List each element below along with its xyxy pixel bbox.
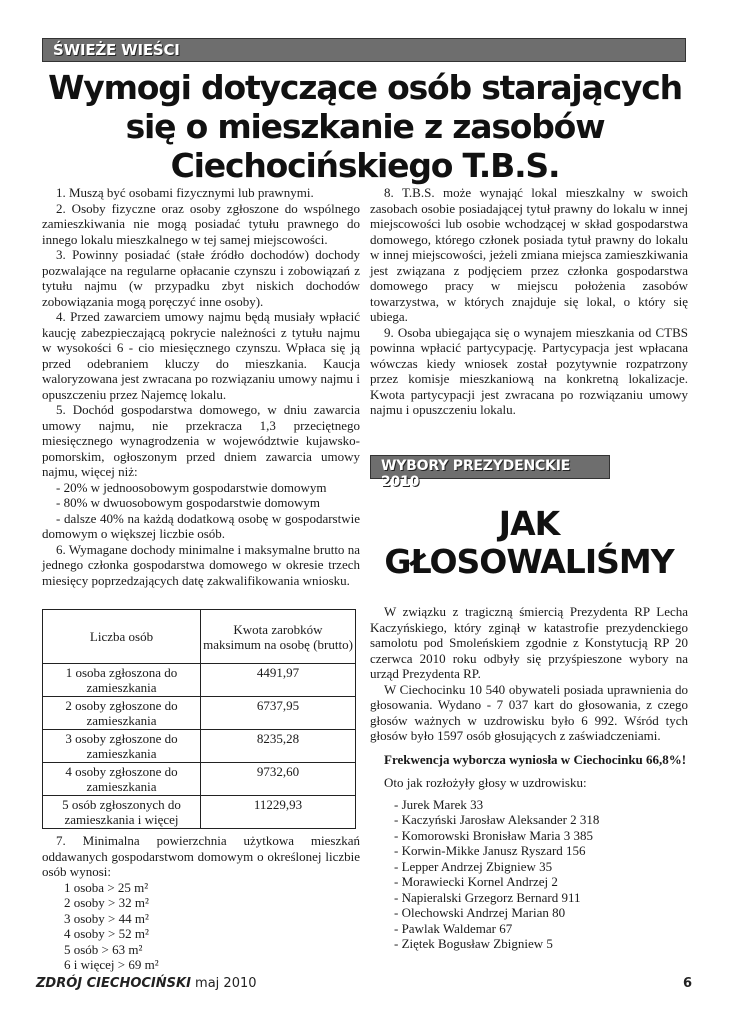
section-label: ŚWIEŻE WIEŚCI	[53, 41, 180, 59]
left-column-bottom	[42, 833, 360, 973]
table-row	[43, 664, 356, 697]
elections-section-header	[370, 455, 610, 490]
list-item: - Morawiecki Kornel Andrzej 2	[394, 874, 558, 889]
income-table	[42, 609, 356, 829]
right-column-top	[370, 185, 688, 418]
list-item: - Olechowski Andrzej Marian 80	[394, 905, 566, 920]
list-item: 5 osób > 63 m²	[64, 941, 143, 957]
list-item: - Komorowski Bronisław Maria 3 385	[394, 827, 593, 843]
page-number: 6	[682, 976, 692, 991]
paragraph: W Ciechocinku 10 540 obywateli posiada uprawnienia do głosowania. Wydano - 7 037 kart do głosowania, z czego głosów ważnych w uzdrowisku było 6 992. Wśród tych głosów było 1597 osób głosujących z zaświadczeniami.	[370, 681, 688, 743]
list-item: - 80% w dwuosobowym gospodarstwie domowym	[56, 495, 320, 510]
footer	[36, 976, 257, 991]
right-column-bottom	[370, 604, 688, 952]
issue-date: maj 2010	[195, 976, 257, 991]
cell-amount: 6737,95	[201, 697, 356, 730]
cell-persons: 5 osób zgłoszonych do zamieszkania i więcej	[43, 796, 201, 829]
table-row	[43, 763, 356, 796]
cell-amount: 8235,28	[201, 730, 356, 763]
paragraph: 9. Osoba ubiegająca się o wynajem mieszkania od CTBS powinna wpłacić partycypację. Partycypacja jest wpłacana wówczas kiedy wniosek został pozytywnie rozpatrzony przez komisje mieszkaniową na konkretną lokalizacje. Kwota partycypacji jest zwracana po rozwiązaniu umowy najmu i opuszczeniu lokalu.	[370, 324, 688, 417]
table-row	[43, 697, 356, 730]
list-item: - 20% w jednoosobowym gospodarstwie domowym	[56, 479, 327, 495]
paragraph: 4. Przed zawarciem umowy najmu będą musiały wpłacić kaucję zabezpieczającą pokrycie należności z tytułu najmu w wysokości 6 - cio miesięcznego czynszu. Wpłaca się ją przed odebraniem kluczy do mieszkania. Kaucja waloryzowana jest zwracana po rozwiązaniu umowy najmu i opuszczeniu przez Najemcę lokalu.	[42, 309, 360, 402]
paragraph: 2. Osoby fizyczne oraz osoby zgłoszone do wspólnego zamieszkiwania nie mogą posiadać tytułu prawnego do innego lokalu mieszkalnego w tej samej miejscowości.	[42, 200, 360, 247]
header-amount: Kwota zarobków maksimum na osobę (brutto)	[201, 610, 356, 664]
elections-title: JAK GŁOSOWALIŚMY	[384, 504, 674, 581]
cell-amount: 9732,60	[201, 763, 356, 796]
paragraph: 3. Powinny posiadać (stałe źródło dochodów) dochody pozwalające na regularne opłacanie czynszu i zobowiązań z tytułu najmu (w przypadku zbyt niskich dochodów zobowiązania mogą poręczyć inne osoby).	[42, 247, 360, 309]
paragraph: 8. T.B.S. może wynająć lokal mieszkalny w swoich zasobach osobie posiadającej tytuł prawny do lokalu w innej miejscowości lub osobie wchodzącej w skład gospodarstwa domowego, którego członek posiada tytuł prawny do lokalu w innej miejscowości, jeżeli zmiana miejsca zamieszkiwania jest związana z podjęciem przez członka gospodarstwa domowego pracy w miejscu położenia zasobów towarzystwa, w których znajduje się lokal, o który się ubiega.	[370, 185, 688, 324]
paragraph: W związku z tragiczną śmiercią Prezydenta RP Lecha Kaczyńskiego, który zginął w katastrofie prezydenckiego samolotu pod Smoleńskiem zgodnie z Konstytucją RP 20 czerwca 2010 roku odbyły się przyśpieszone wybory na urząd Prezydenta RP.	[370, 604, 688, 681]
cell-persons: 1 osoba zgłoszona do zamieszkania	[43, 664, 201, 697]
list-item: - Ziętek Bogusław Zbigniew 5	[394, 936, 553, 951]
cell-persons: 3 osoby zgłoszone do zamieszkania	[43, 730, 201, 763]
cell-persons: 2 osoby zgłoszone do zamieszkania	[43, 697, 201, 730]
left-column	[42, 185, 360, 588]
list-item: - Napieralski Grzegorz Bernard 911	[394, 889, 581, 905]
cell-amount: 11229,93	[201, 796, 356, 829]
results-intro: Oto jak rozłożyły głosy w uzdrowisku:	[384, 775, 587, 790]
paragraph: 5. Dochód gospodarstwa domowego, w dniu zawarcia umowy najmu, nie przekracza 1,3 przeciętnego miesięcznego wynagrodzenia w województwie kujawsko-pomorskim, ogłoszonym przed dniem zawarcia umowy najmu, więcej niż:	[42, 402, 360, 479]
magazine-name: ZDRÓJ CIECHOCIŃSKI	[36, 976, 191, 991]
list-item: 3 osoby > 44 m²	[64, 910, 149, 926]
list-item: 4 osoby > 52 m²	[64, 926, 149, 941]
list-item: - Jurek Marek 33	[394, 796, 484, 812]
list-item: - Kaczyński Jarosław Aleksander 2 318	[394, 812, 600, 827]
paragraph: 7. Minimalna powierzchnia użytkowa mieszkań oddawanych gospodarstwom domowym o określonej liczbie osób wynosi:	[42, 833, 360, 879]
area-list	[42, 880, 360, 973]
turnout-text: Frekwencja wyborcza wyniosła w Ciechocinku 66,8%!	[384, 751, 687, 767]
paragraph: 1. Muszą być osobami fizycznymi lub prawnymi.	[56, 185, 314, 200]
section-header	[42, 38, 686, 62]
header-persons: Liczba osób	[43, 610, 201, 664]
cell-persons: 4 osoby zgłoszone do zamieszkania	[43, 763, 201, 796]
table-row	[43, 730, 356, 763]
list-item: - Korwin-Mikke Janusz Ryszard 156	[394, 843, 586, 858]
list-item: - dalsze 40% na każdą dodatkową osobę w gospodarstwie domowym o większej liczbie osób.	[42, 510, 360, 541]
list-item: 6 i więcej > 69 m²	[64, 957, 159, 972]
table-row	[43, 796, 356, 829]
paragraph: 6. Wymagane dochody minimalne i maksymalne brutto na jednego członka gospodarstwa domowego w okresie trzech miesięcy poprzedzających datę zakwalifikowania wniosku.	[42, 541, 360, 588]
article-headline: Wymogi dotyczące osób starających się o mieszkanie z zasobów Ciechocińskiego T.B.S.	[48, 68, 682, 185]
results-list	[394, 797, 688, 952]
list-item: 1 osoba > 25 m²	[64, 879, 149, 895]
cell-amount: 4491,97	[201, 664, 356, 697]
list-item: 2 osoby > 32 m²	[64, 895, 149, 910]
list-item: - Lepper Andrzej Zbigniew 35	[394, 858, 553, 874]
elections-section-label: WYBORY PREZYDENCKIE 2010	[381, 458, 571, 490]
list-item: - Pawlak Waldemar 67	[394, 920, 513, 936]
table-header-row	[43, 610, 356, 664]
